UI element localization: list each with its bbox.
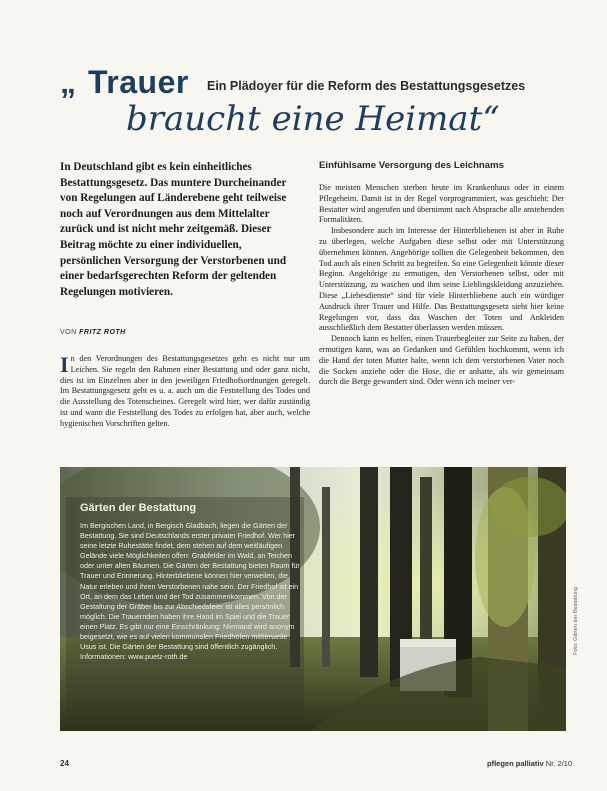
body-column-left xyxy=(60,354,310,430)
author-name: FRITZ ROTH xyxy=(79,329,126,336)
info-box xyxy=(66,497,304,724)
page-number: 24 xyxy=(60,759,69,768)
photo-credit: Foto: Gärten der Bestattung xyxy=(573,586,579,655)
body-paragraph: Dennoch kann es helfen, einen Trauerbegleiter zur Seite zu haben, der ermutigen kann, was an Gedanken und Gefühlen hochkommt, wenn ich die Hand der toten Mutter halte, wenn ich dem verstorbenen Vater noch die Socken anziehe oder die Hose, die er anhatte, als wir gemeinsam durch die Berge gewandert sind. Oder wenn ich meiner ver- xyxy=(319,334,564,387)
body-column-right xyxy=(319,183,564,388)
publication-name: pflegen palliativ xyxy=(487,759,544,768)
body-paragraph: Insbesondere auch im Interesse der Hinterbliebenen ist aber in Ruhe zu überlegen, welche Aufgaben diese selbst oder mit Unterstützung übernehmen können. Angehörige sollten die Gelegenheit bekommen, den Tod auch als einen Schritt zu begreifen. So eine Gelegenheit könnte dieser Beginn. Angehörige zu ermutigen, den Verstorbenen selbst, oder mit Unterstützung, zu waschen und ihm seine Lieblingskleidung anzuziehen. Diese „Liebesdienste“ sind für viele Hinterbliebene auch ein würdiger Ausdruck ihrer Trauer und Hilfe. Das Bestattungsgesetz sieht hier keine Regelungen vor, dass das Waschen der Toten und Ankleiden ausschließlich dem Bestatter überlassen werden müssen. xyxy=(319,226,564,333)
lead-paragraph: In Deutschland gibt es kein einheitliches Bestattungsgesetz. Das muntere Durcheinander von Regelungen auf Länderebene geht teilweise noch auf Verordnungen aus dem Mittelalter zurück und ist nicht mehr zeitgemäß. Dieser Beitrag möchte zu einer individuellen, persönlichen Versorgung der Verstorbenen und einer bedarfsgerechten Reform der geltenden Regelungen motivieren. xyxy=(60,161,287,298)
body-left-text: n den Verordnungen des Bestattungsgesetzes geht es nicht nur um Leichen. Sie regeln den Rahmen einer Bestattung und oder ganz nicht, dies ist im Einzelnen aber in den jeweiligen Friedhofsordnungen geregelt. Im Bestattungsgesetz geht es u. a. auch um die Feststellung des Todes und die Ausstellung des Totenscheines. Geregelt wird hier, wer dafür zuständig ist und wann die Feststellung des Todes zu erfolgen hat, aber auch, welche hygienischen Vorschriften gelten. xyxy=(60,354,310,428)
drop-cap: I xyxy=(60,352,69,377)
info-box-title: Gärten der Bestattung xyxy=(80,502,197,514)
author-byline xyxy=(60,329,126,336)
publication-footer xyxy=(487,759,572,768)
article-subtitle: Ein Plädoyer für die Reform des Bestattungsgesetzes xyxy=(207,79,526,93)
title-open-quote: „ xyxy=(60,64,76,100)
author-prefix: VON xyxy=(60,329,77,336)
section-heading: Einfühlsame Versorgung des Leichnams xyxy=(319,160,504,171)
issue-number: Nr. 2/10 xyxy=(545,759,573,768)
info-box-text: Im Bergischen Land, in Bergisch Gladbach, liegen die Gärten der Bestattung. Sie sind Deutschlands erster privater Friedhof. Wer hier seine letzte Ruhestätte findet, dem stehen auf dem weitläufigen Gelände viele Möglichkeiten offen: Grabfelder im Wald, an Teichen oder unter alten Bäumen. Die Gärten der Bestattung bieten Raum für Trauer und Erinnerung. Hinterbliebene können hier verweilen, die Natur erleben und ihren Verstorbenen nahe sein. Der Friedhof ist ein Ort, an dem das Leben und der Tod zusammenkommen. Von der Gestaltung der Gräber bis zur Abschiedsfeier ist alles persönlich möglich. Die Trauernden haben ihre Hand im Spiel und die Trauer einen Platz. Es gibt nur eine Einschränkung: Niemand wird anonym beigesetzt, wie es auf vielen kommunalen Friedhöfen mittlerweile Usus ist. Die Gärten der Bestattung sind öffentlich zugänglich. Informationen: www.puetz-roth.de xyxy=(80,521,300,662)
page-title-line1: Trauer xyxy=(88,64,189,100)
page-title-line2: braucht eine Heimat“ xyxy=(126,99,500,139)
body-paragraph: Die meisten Menschen sterben heute im Krankenhaus oder in einem Pflegeheim. Damit ist in der Regel vorprogrammiert, was geschieht: Der Bestatter wird angerufen und übernimmt nach Absprache alle anstehenden Formalitäten. xyxy=(319,183,564,225)
forest-cemetery-photo xyxy=(60,467,566,731)
